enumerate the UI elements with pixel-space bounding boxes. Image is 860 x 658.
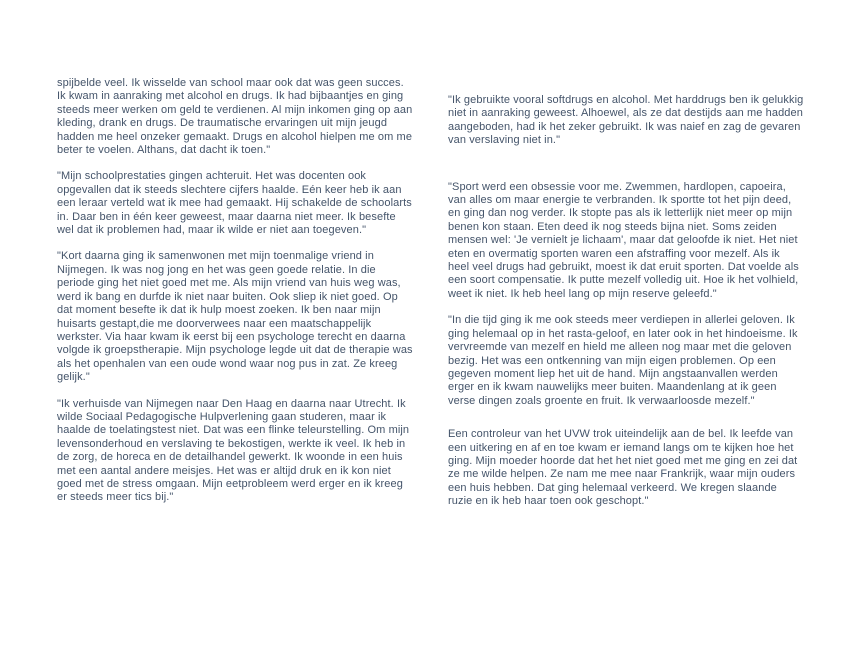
- right-column-paragraph-1: "Ik gebruikte vooral softdrugs en alcohol. Met harddrugs ben ik gelukkig niet in aanraking geweest. Alhoewel, als ze dat destijds aan me hadden aangeboden, had ik het zeker gebruikt. Ik was naief en zag de gevaren van verslaving niet in.": [448, 94, 804, 147]
- left-column-paragraph-4: "Ik verhuisde van Nijmegen naar Den Haag en daarna naar Utrecht. Ik wilde Sociaal Pedagogische Hulpverlening gaan studeren, maar ik haalde de toelatingstest niet. Dat was een flinke teleurstelling. Om mijn levensonderhoud en verslaving te bekostigen, werkte ik veel. Ik heb in de zorg, de horeca en de detailhandel gewerkt. Ik woonde in een huis met een aantal andere meisjes. Het was er altijd druk en ik kon niet goed met de stress omgaan. Mijn eetprobleem werd erger en ik kreeg er steeds meer tics bij.": [57, 397, 410, 504]
- right-column: [448, 94, 804, 522]
- left-column-paragraph-1: spijbelde veel. Ik wisselde van school maar ook dat was geen succes. Ik kwam in aanraking met alcohol en drugs. Ik had bijbaantjes en ging steeds meer werken om geld te verdienen. Al mijn inkomen ging op aan kleding, drank en drugs. De traumatische ervaringen uit mijn jeugd hadden me heel onzeker gemaakt. Drugs en alcohol hielpen me om me beter te voelen. Althans, dat dacht ik toen.": [57, 77, 413, 157]
- right-column-paragraph-4: Een controleur van het UVW trok uiteindelijk aan de bel. Ik leefde van een uitkering en af en toe kwam er iemand langs om te kijken hoe het ging. Mijn moeder hoorde dat het het niet goed met me ging en zei dat ze me wilde helpen. Ze nam me mee naar Frankrijk, waar mijn ouders een huis hebben. Dat ging helemaal verkeerd. We kregen slaande ruzie en ik heb haar toen ook geschopt.": [448, 428, 798, 508]
- left-column-paragraph-3: "Kort daarna ging ik samenwonen met mijn toenmalige vriend in Nijmegen. Ik was nog jong en het was geen goede relatie. In die periode ging het niet goed met me. Als mijn vriend van huis weg was, werd ik bang en durfde ik niet naar buiten. Ook sliep ik niet goed. Op dat moment besefte ik dat ik hulp moest zoeken. Ik ben naar mijn huisarts gestapt,die me doorverwees naar een maatschappelijk werkster. Via haar kwam ik eerst bij een psychologe terecht en daarna volgde ik groepstherapie. Mijn psychologe legde uit dat de therapie was als het openhalen van een oude wond waar nog pus in zat. Ze kreeg gelijk.": [57, 250, 413, 384]
- left-column: [57, 77, 413, 518]
- right-column-paragraph-3: "In die tijd ging ik me ook steeds meer verdiepen in allerlei geloven. Ik ging helemaal op in het rasta-geloof, en later ook in het hindoeisme. Ik vervreemde van mezelf en hield me alleen nog maar met die geloven bezig. Het was een ontkenning van mijn eigen problemen. Op een gegeven moment liep het uit de hand. Mijn angstaanvallen werden erger en ik kwam nauwelijks meer buiten. Maandenlang at ik geen verse dingen zoals groente en fruit. Ik verwaarloosde mezelf.": [448, 314, 798, 407]
- right-column-paragraph-2: "Sport werd een obsessie voor me. Zwemmen, hardlopen, capoeira, van alles om maar energie te verbranden. Ik sportte tot het pijn deed, en ging dan nog verder. Ik stopte pas als ik letterlijk niet meer op mijn benen kon staan. Eten deed ik nog steeds bijna niet. Soms zeiden mensen wel: 'Je vernielt je lichaam', maar dat geloofde ik niet. Het niet eten en overmatig sporten waren een afstraffing voor mezelf. Als ik heel veel drugs had gebruikt, moest ik dat eruit sporten. Dat voelde als een soort compensatie. Ik putte mezelf volledig uit. Hoe ik het volhield, weet ik niet. Ik heb heel lang op mijn reserve geleefd.": [448, 180, 799, 300]
- left-column-paragraph-2: "Mijn schoolprestaties gingen achteruit. Het was docenten ook opgevallen dat ik steeds slechtere cijfers haalde. Eén keer heb ik aan een leraar verteld wat ik mee had gemaakt. Hij schakelde de schoolarts in. Daar ben in één keer geweest, maar daarna niet meer. Ik besefte wel dat ik problemen had, maar ik wilde er niet aan toegeven.": [57, 170, 412, 237]
